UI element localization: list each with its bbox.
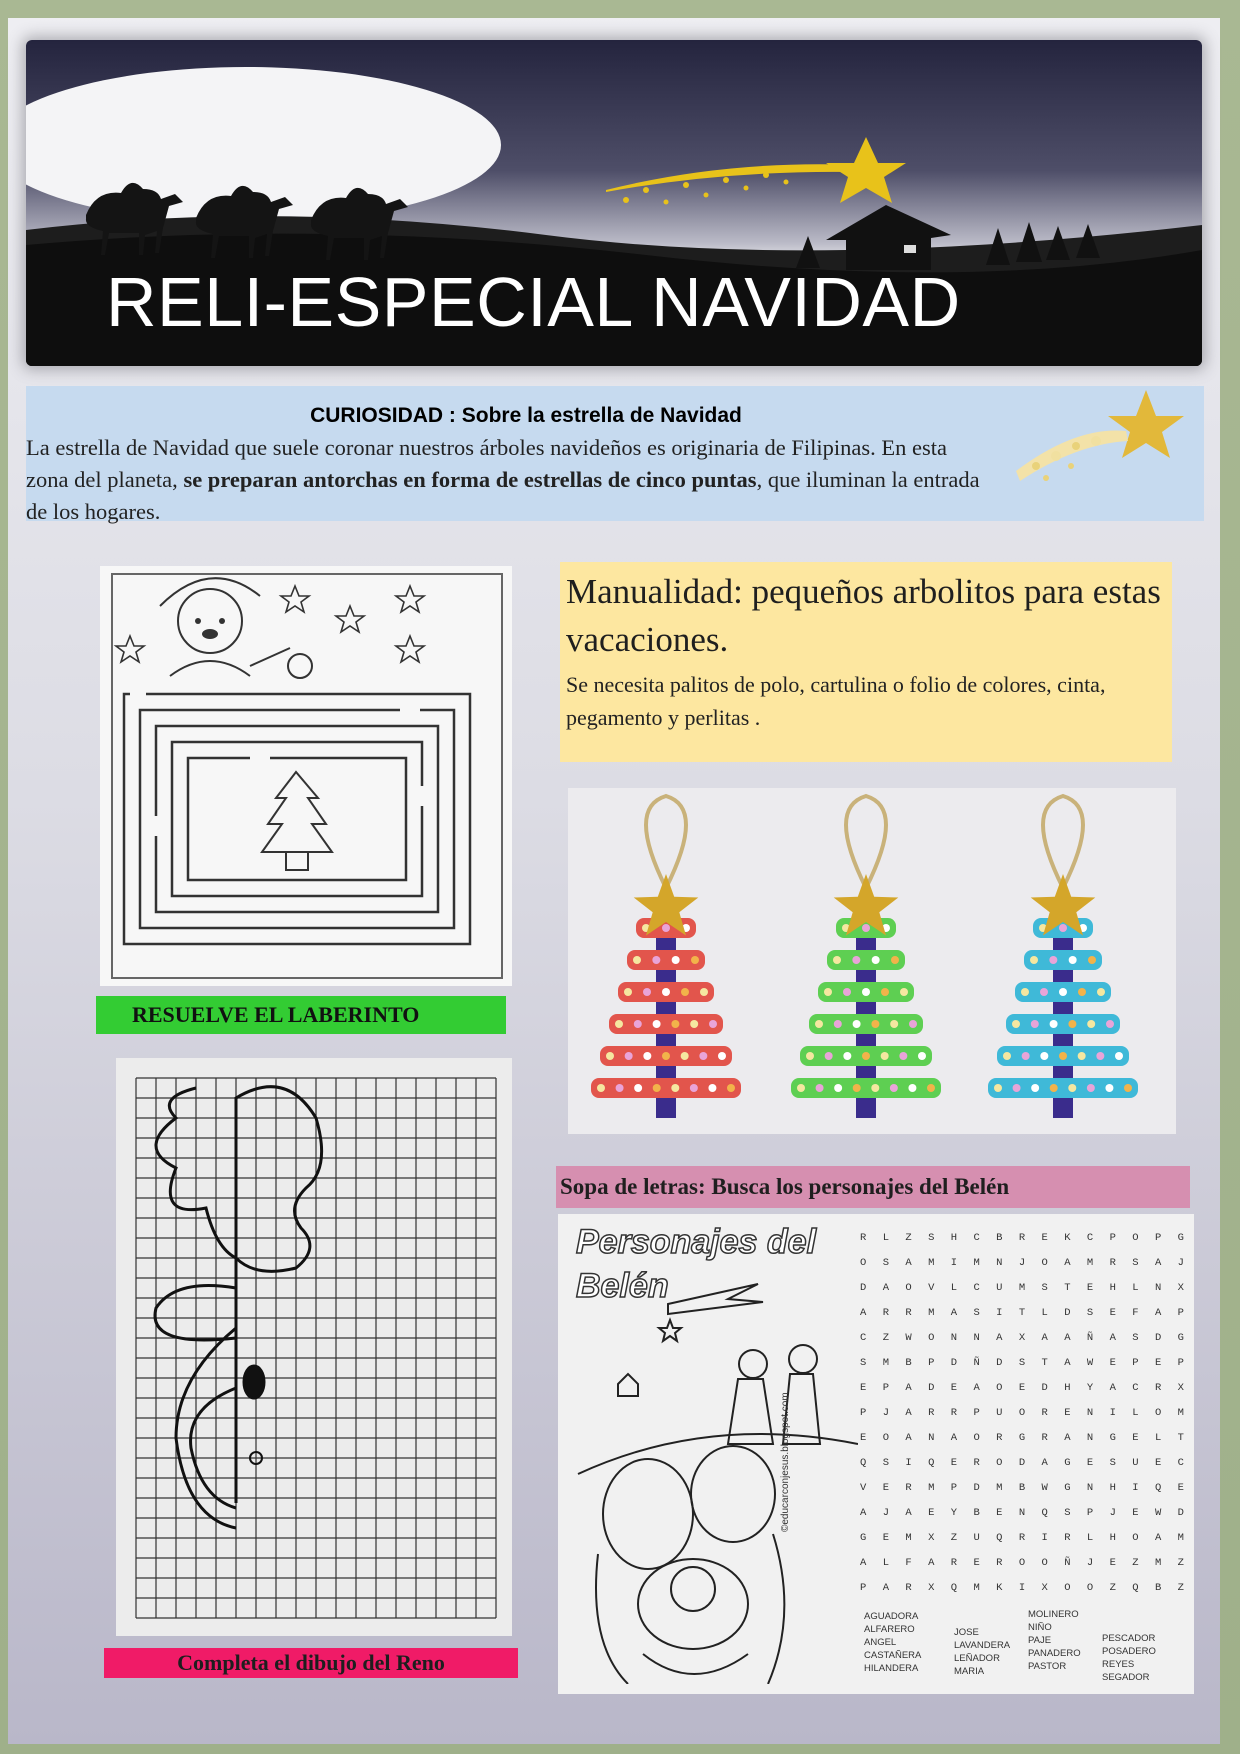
header-banner [26, 40, 1202, 366]
wordsearch-letter[interactable]: O [973, 1432, 980, 1444]
wordsearch-letter[interactable]: P [950, 1482, 958, 1494]
wordsearch-letter[interactable]: S [973, 1307, 980, 1319]
wordsearch-letter[interactable]: R [996, 1557, 1003, 1569]
wordsearch-letter[interactable]: N [1086, 1482, 1094, 1494]
wordsearch-letter[interactable]: Z [1177, 1557, 1184, 1569]
wordsearch-title-line1: Personajes del [576, 1223, 817, 1261]
wordsearch-letter[interactable]: A [860, 1307, 867, 1319]
wordsearch-letter[interactable]: A [882, 1582, 889, 1594]
craft-text: Se necesita palitos de polo, cartulina o folio de colores, cinta, pegamento y perlitas . [566, 672, 1106, 730]
reindeer-drawing-grid [116, 1058, 512, 1636]
wordsearch-letter[interactable]: Q [1041, 1507, 1048, 1519]
wordsearch-credit: ©educarconjesus.blogspot.com [780, 1392, 791, 1532]
wordsearch-letter[interactable]: N [996, 1257, 1003, 1269]
wordsearch-letter[interactable]: B [1154, 1582, 1162, 1594]
wordsearch-letter[interactable]: Ñ [1064, 1557, 1071, 1569]
wordsearch-row [860, 1251, 1184, 1276]
wordsearch-letter[interactable]: A [905, 1257, 912, 1269]
popsicle-trees-illustration [568, 788, 1176, 1134]
word-list-item: PAJE [1028, 1635, 1052, 1646]
popsicle-tree-icon [791, 796, 941, 1118]
curiosity-text [26, 432, 986, 528]
wordsearch-letter[interactable]: V [928, 1282, 935, 1294]
wordsearch-letter[interactable]: L [882, 1557, 889, 1569]
word-list-item: JOSE [954, 1627, 979, 1638]
wordsearch-letter[interactable]: O [882, 1432, 889, 1444]
wordsearch-letter[interactable]: A [1154, 1532, 1162, 1544]
wordsearch-letter[interactable]: E [1132, 1432, 1139, 1444]
wordsearch-letter[interactable]: Y [1086, 1382, 1094, 1394]
wordsearch-letter[interactable]: E [1177, 1482, 1184, 1494]
wordsearch-letter[interactable]: N [973, 1332, 980, 1344]
wordsearch-letter[interactable]: O [1018, 1557, 1026, 1569]
wordsearch-letter[interactable]: D [1177, 1507, 1184, 1519]
wordsearch-letter[interactable]: A [1064, 1332, 1071, 1344]
word-list-item: MOLINERO [1028, 1609, 1079, 1620]
wordsearch-letter[interactable]: J [1086, 1557, 1094, 1569]
wordsearch-letter[interactable]: A [1109, 1332, 1116, 1344]
wordsearch-letter[interactable]: S [1086, 1307, 1094, 1319]
wordsearch-letter[interactable]: U [996, 1282, 1003, 1294]
wordsearch-letter[interactable]: I [996, 1307, 1003, 1319]
wordsearch-letter[interactable]: E [1041, 1232, 1048, 1244]
wordsearch-letter[interactable]: Q [996, 1532, 1003, 1544]
wordsearch-letter[interactable]: Ñ [973, 1357, 980, 1369]
wordsearch-letter[interactable]: W [905, 1332, 912, 1344]
wordsearch-letter[interactable]: B [996, 1232, 1003, 1244]
wordsearch-letter[interactable]: A [973, 1382, 980, 1394]
curiosity-box [26, 386, 1204, 524]
wordsearch-title-line2: Belén [576, 1267, 669, 1305]
wordsearch-letter[interactable]: S [882, 1257, 889, 1269]
wordsearch-letter[interactable]: X [1041, 1582, 1048, 1594]
wordsearch-letter[interactable]: Z [1109, 1582, 1116, 1594]
wordsearch-letter[interactable]: A [1109, 1382, 1116, 1394]
wordsearch-letter[interactable]: E [950, 1382, 958, 1394]
wordsearch-letter[interactable]: G [1064, 1457, 1071, 1469]
popsicle-trees-photo [568, 788, 1176, 1134]
word-list-column-1 [864, 1610, 921, 1675]
wordsearch-letter[interactable]: I [1041, 1532, 1048, 1544]
wordsearch-letter[interactable]: W [1154, 1507, 1162, 1519]
wordsearch-letter[interactable]: I [950, 1257, 958, 1269]
wordsearch-letter[interactable]: P [882, 1382, 889, 1394]
wordsearch-letter[interactable]: O [996, 1382, 1003, 1394]
wordsearch-letter[interactable]: Z [882, 1332, 889, 1344]
wordsearch-letter[interactable]: E [950, 1457, 958, 1469]
wordsearch-letter[interactable]: T [1177, 1432, 1184, 1444]
word-list-item: PASTOR [1028, 1661, 1067, 1672]
wordsearch-letter[interactable]: Q [860, 1457, 867, 1469]
wordsearch-row [860, 1351, 1184, 1376]
wordsearch-letter[interactable]: Z [1177, 1582, 1184, 1594]
wordsearch-letter[interactable]: A [905, 1432, 912, 1444]
wordsearch-letter[interactable]: N [1086, 1432, 1094, 1444]
wordsearch-letter[interactable]: H [1109, 1482, 1116, 1494]
maze-image [100, 566, 512, 986]
wordsearch-row [860, 1301, 1184, 1326]
wordsearch-letter[interactable]: K [1064, 1232, 1071, 1244]
wordsearch-letter[interactable]: S [1018, 1357, 1026, 1369]
wordsearch-letter[interactable]: D [928, 1382, 935, 1394]
wordsearch-letter[interactable]: A [1064, 1357, 1071, 1369]
wordsearch-letter[interactable]: B [905, 1357, 912, 1369]
wordsearch-letter[interactable]: O [1041, 1557, 1048, 1569]
wordsearch-letter[interactable]: M [905, 1532, 912, 1544]
word-list-item: REYES [1102, 1659, 1135, 1670]
wordsearch-letter[interactable]: C [1086, 1232, 1094, 1244]
wordsearch-letter[interactable]: U [1132, 1457, 1139, 1469]
wordsearch-letter[interactable]: I [1018, 1582, 1026, 1594]
wordsearch-letter[interactable]: E [1018, 1382, 1026, 1394]
wordsearch-letter[interactable]: N [1154, 1282, 1162, 1294]
wordsearch-letter[interactable]: P [860, 1582, 867, 1594]
wordsearch-row [860, 1376, 1184, 1401]
wordsearch-letter[interactable]: O [1018, 1407, 1026, 1419]
word-list-item: POSADERO [1102, 1646, 1156, 1657]
wordsearch-letter[interactable]: Y [950, 1507, 958, 1519]
wordsearch-letter[interactable]: B [973, 1507, 980, 1519]
reindeer-caption: Completa el dibujo del Reno [104, 1648, 518, 1678]
wordsearch-letter-grid [860, 1226, 1184, 1601]
word-list-item: HILANDERA [864, 1663, 919, 1674]
wordsearch-letter[interactable]: O [1132, 1232, 1139, 1244]
wordsearch-image [558, 1214, 1194, 1694]
wordsearch-letter[interactable]: M [928, 1482, 935, 1494]
wordsearch-letter[interactable]: R [1018, 1532, 1026, 1544]
wordsearch-letter[interactable]: Z [950, 1532, 958, 1544]
wordsearch-letter[interactable]: R [905, 1582, 912, 1594]
wordsearch-letter[interactable]: P [1177, 1307, 1184, 1319]
wordsearch-letter[interactable]: G [1064, 1482, 1071, 1494]
wordsearch-word-list [856, 1608, 1186, 1688]
wordsearch-letter[interactable]: Z [1132, 1557, 1139, 1569]
wordsearch-letter[interactable]: X [928, 1532, 935, 1544]
wordsearch-letter[interactable]: C [973, 1232, 980, 1244]
wordsearch-letter[interactable]: R [950, 1557, 958, 1569]
wordsearch-letter[interactable]: M [1177, 1532, 1184, 1544]
wordsearch-letter[interactable]: J [1109, 1507, 1116, 1519]
wordsearch-letter[interactable]: P [1132, 1357, 1139, 1369]
wordsearch-letter[interactable]: F [905, 1557, 912, 1569]
popsicle-tree-icon [988, 796, 1138, 1118]
wordsearch-row [860, 1226, 1184, 1251]
wordsearch-letter[interactable]: M [928, 1307, 935, 1319]
wordsearch-letter[interactable]: L [1132, 1407, 1139, 1419]
wordsearch-letter[interactable]: W [1041, 1482, 1048, 1494]
wordsearch-letter[interactable]: Q [1132, 1582, 1139, 1594]
wordsearch-letter[interactable]: G [1109, 1432, 1116, 1444]
wordsearch-letter[interactable]: I [1109, 1407, 1116, 1419]
wordsearch-letter[interactable]: S [1132, 1332, 1139, 1344]
wordsearch-letter[interactable]: G [1177, 1232, 1184, 1244]
wordsearch-letter[interactable]: A [905, 1507, 912, 1519]
wordsearch-row [860, 1576, 1184, 1601]
wordsearch-letter[interactable]: S [1041, 1282, 1048, 1294]
wordsearch-letter[interactable]: R [928, 1407, 935, 1419]
wordsearch-letter[interactable]: R [905, 1307, 912, 1319]
wordsearch-letter[interactable]: M [1086, 1257, 1094, 1269]
wordsearch-letter[interactable]: R [1064, 1532, 1071, 1544]
wordsearch-letter[interactable]: R [1041, 1407, 1048, 1419]
wordsearch-letter[interactable]: A [882, 1282, 889, 1294]
wordsearch-letter[interactable]: A [928, 1557, 935, 1569]
wordsearch-letter[interactable]: U [996, 1407, 1003, 1419]
wordsearch-letter[interactable]: N [950, 1332, 958, 1344]
wordsearch-letter[interactable]: I [1132, 1482, 1139, 1494]
wordsearch-letter[interactable]: L [882, 1232, 889, 1244]
wordsearch-letter[interactable]: L [1132, 1282, 1139, 1294]
wordsearch-letter[interactable]: S [1064, 1507, 1071, 1519]
wordsearch-letter[interactable]: G [860, 1532, 867, 1544]
wordsearch-letter[interactable]: S [1109, 1457, 1116, 1469]
wordsearch-letter[interactable]: Z [905, 1232, 912, 1244]
wordsearch-letter[interactable]: J [1177, 1257, 1184, 1269]
wordsearch-letter[interactable]: K [996, 1582, 1003, 1594]
popsicle-tree-icon [591, 796, 741, 1118]
wordsearch-letter[interactable]: E [1086, 1282, 1094, 1294]
wordsearch-letter[interactable]: R [1109, 1257, 1116, 1269]
wordsearch-caption: Sopa de letras: Busca los personajes del Belén [556, 1166, 1190, 1208]
wordsearch-letter[interactable]: R [1041, 1432, 1048, 1444]
wordsearch-letter[interactable]: E [1064, 1407, 1071, 1419]
wordsearch-letter[interactable]: J [1018, 1257, 1026, 1269]
wordsearch-letter[interactable]: M [973, 1257, 980, 1269]
wordsearch-letter[interactable]: W [1086, 1357, 1094, 1369]
wordsearch-letter[interactable]: E [860, 1432, 867, 1444]
wordsearch-letter[interactable]: U [973, 1532, 980, 1544]
wordsearch-letter[interactable]: M [1018, 1282, 1026, 1294]
wordsearch-letter[interactable]: R [1018, 1232, 1026, 1244]
wordsearch-letter[interactable]: O [860, 1257, 867, 1269]
wordsearch-letter[interactable]: J [882, 1507, 889, 1519]
craft-box [560, 562, 1172, 762]
wordsearch-letter[interactable]: L [1041, 1307, 1048, 1319]
wordsearch-letter[interactable]: H [1064, 1382, 1071, 1394]
wordsearch-letter[interactable]: E [1154, 1457, 1162, 1469]
wordsearch-letter[interactable]: S [860, 1357, 867, 1369]
wordsearch-letter[interactable]: R [882, 1307, 889, 1319]
wordsearch-letter[interactable]: R [996, 1432, 1003, 1444]
wordsearch-letter[interactable]: A [1064, 1432, 1071, 1444]
word-list-item: MARIA [954, 1666, 985, 1677]
wordsearch-letter[interactable]: A [1154, 1307, 1162, 1319]
wordsearch-letter[interactable]: E [1109, 1557, 1116, 1569]
wordsearch-letter[interactable]: C [1132, 1382, 1139, 1394]
wordsearch-letter[interactable]: C [860, 1332, 867, 1344]
wordsearch-letter[interactable]: D [973, 1482, 980, 1494]
wordsearch-letter[interactable]: R [905, 1482, 912, 1494]
wordsearch-letter[interactable]: Q [928, 1457, 935, 1469]
wordsearch-letter[interactable]: A [1154, 1257, 1162, 1269]
newsletter-sheet [8, 18, 1220, 1744]
wordsearch-letter[interactable]: A [950, 1432, 958, 1444]
wordsearch-letter[interactable]: T [1064, 1282, 1071, 1294]
word-list-item: CASTAÑERA [864, 1650, 922, 1661]
wordsearch-letter[interactable]: I [905, 1457, 912, 1469]
wordsearch-letter[interactable]: E [882, 1532, 889, 1544]
wordsearch-letter[interactable]: D [1154, 1332, 1162, 1344]
wordsearch-letter[interactable]: X [1018, 1332, 1026, 1344]
wordsearch-letter[interactable]: A [905, 1407, 912, 1419]
wordsearch-letter[interactable]: S [1132, 1257, 1139, 1269]
wordsearch-letter[interactable]: B [1018, 1482, 1026, 1494]
wordsearch-letter[interactable]: O [1132, 1532, 1139, 1544]
wordsearch-letter[interactable]: E [1154, 1357, 1162, 1369]
wordsearch-letter[interactable]: Q [1154, 1482, 1162, 1494]
maze-illustration [100, 566, 512, 986]
wordsearch-letter[interactable]: P [860, 1407, 867, 1419]
maze-caption: RESUELVE EL LABERINTO [96, 996, 506, 1034]
page-title: RELI-ESPECIAL NAVIDAD [106, 263, 961, 341]
word-list-item: LEÑADOR [954, 1653, 1000, 1664]
wordsearch-letter[interactable]: Ñ [1086, 1332, 1094, 1344]
wordsearch-letter[interactable]: M [973, 1582, 980, 1594]
wordsearch-letter[interactable]: P [1109, 1232, 1116, 1244]
wordsearch-letter[interactable]: M [996, 1482, 1003, 1494]
word-list-item: LAVANDERA [954, 1640, 1011, 1651]
craft-title: Manualidad: pequeños arbolitos para estas vacaciones. [566, 572, 1161, 659]
curiosity-text-part1: La estrella de Navidad que suele coronar nuestros árboles navideños es originaria de Filipinas. En esta zona del planeta, [26, 435, 947, 492]
wordsearch-row [860, 1526, 1184, 1551]
wordsearch-letter[interactable]: P [1154, 1232, 1162, 1244]
curiosity-title: CURIOSIDAD : Sobre la estrella de Navidad [310, 404, 742, 427]
wordsearch-letter[interactable]: T [1018, 1307, 1026, 1319]
wordsearch-letter[interactable]: E [1086, 1457, 1094, 1469]
wordsearch-letter[interactable]: A [996, 1332, 1003, 1344]
wordsearch-letter[interactable]: A [1041, 1332, 1048, 1344]
wordsearch-letter[interactable]: O [928, 1332, 935, 1344]
wordsearch-letter[interactable]: E [1132, 1507, 1139, 1519]
wordsearch-row [860, 1551, 1184, 1576]
wordsearch-letter[interactable]: H [1109, 1282, 1116, 1294]
wordsearch-letter[interactable]: E [996, 1507, 1003, 1519]
wordsearch-letter[interactable]: P [1177, 1357, 1184, 1369]
wordsearch-letter[interactable]: E [882, 1482, 889, 1494]
word-list-item: ALFARERO [864, 1624, 915, 1635]
wordsearch-letter[interactable]: D [860, 1282, 867, 1294]
wordsearch-letter[interactable]: D [996, 1357, 1003, 1369]
wordsearch-letter[interactable]: X [928, 1582, 935, 1594]
wordsearch-letter[interactable]: A [905, 1382, 912, 1394]
wordsearch-letter[interactable]: H [1109, 1532, 1116, 1544]
wordsearch-letter[interactable]: O [1041, 1257, 1048, 1269]
wordsearch-letter[interactable]: M [882, 1357, 889, 1369]
shooting-star-icon [606, 137, 906, 205]
wordsearch-letter[interactable]: J [882, 1407, 889, 1419]
wordsearch-letter[interactable]: A [1064, 1257, 1071, 1269]
wordsearch-letter[interactable]: X [1177, 1282, 1184, 1294]
word-list-column-2 [954, 1626, 1010, 1678]
word-list-item: SEGADOR [1102, 1672, 1150, 1683]
wordsearch-row [860, 1276, 1184, 1301]
wordsearch-letter[interactable]: D [950, 1357, 958, 1369]
wordsearch-letter[interactable]: L [1154, 1432, 1162, 1444]
wordsearch-letter[interactable]: D [1041, 1382, 1048, 1394]
wordsearch-letter[interactable]: C [973, 1282, 980, 1294]
word-list-item: PANADERO [1028, 1648, 1081, 1659]
wordsearch-letter[interactable]: E [1109, 1357, 1116, 1369]
wordsearch-letter[interactable]: O [1064, 1582, 1071, 1594]
wordsearch-letter[interactable]: O [996, 1457, 1003, 1469]
wordsearch-letter[interactable]: O [1154, 1407, 1162, 1419]
wordsearch-letter[interactable]: M [928, 1257, 935, 1269]
word-list-column-3 [1028, 1608, 1081, 1673]
wordsearch-letter[interactable]: F [1132, 1307, 1139, 1319]
wordsearch-letter[interactable]: A [950, 1307, 958, 1319]
wordsearch-row [860, 1326, 1184, 1351]
curiosity-text-part2: , que iluminan la entrada de los hogares. [26, 467, 980, 524]
wordsearch-letter[interactable]: C [1177, 1457, 1184, 1469]
wordsearch-letter[interactable]: A [1041, 1457, 1048, 1469]
wordsearch-letter[interactable]: S [882, 1457, 889, 1469]
wordsearch-letter[interactable]: E [1109, 1307, 1116, 1319]
word-list-item: NIÑO [1028, 1622, 1052, 1633]
wordsearch-letter[interactable]: D [1018, 1457, 1026, 1469]
wordsearch-letter[interactable]: D [1064, 1307, 1071, 1319]
wordsearch-letter[interactable]: O [1086, 1582, 1094, 1594]
wordsearch-letter[interactable]: G [1177, 1332, 1184, 1344]
wordsearch-letter[interactable]: M [1177, 1407, 1184, 1419]
word-list-column-4 [1102, 1632, 1156, 1684]
wordsearch-row [860, 1451, 1184, 1476]
wordsearch-letter[interactable]: P [928, 1357, 935, 1369]
wordsearch-letter[interactable]: L [1086, 1532, 1094, 1544]
wordsearch-letter[interactable]: A [860, 1507, 867, 1519]
wordsearch-letter[interactable]: O [905, 1282, 912, 1294]
wordsearch-row [860, 1401, 1184, 1426]
wordsearch-letter[interactable]: R [1154, 1382, 1162, 1394]
word-list-item: AGUADORA [864, 1611, 919, 1622]
wordsearch-letter[interactable]: E [928, 1507, 935, 1519]
wordsearch-letter[interactable]: R [950, 1407, 958, 1419]
curiosity-text-bold: se preparan antorchas en forma de estrellas de cinco puntas [183, 467, 757, 492]
reindeer-grid-image [116, 1058, 512, 1636]
wordsearch-row [860, 1501, 1184, 1526]
wordsearch-letter[interactable]: G [1018, 1432, 1026, 1444]
wordsearch-letter[interactable]: L [950, 1282, 958, 1294]
wordsearch-letter[interactable]: R [973, 1457, 980, 1469]
wordsearch-letter[interactable]: S [928, 1232, 935, 1244]
wordsearch-letter[interactable]: E [860, 1382, 867, 1394]
christmas-star-icon [996, 386, 1196, 506]
wordsearch-row [860, 1426, 1184, 1451]
wordsearch-letter[interactable]: N [928, 1432, 935, 1444]
wordsearch-letter[interactable]: E [973, 1557, 980, 1569]
nativity-figures-illustration [558, 1214, 858, 1684]
wordsearch-letter[interactable]: Q [950, 1582, 958, 1594]
wordsearch-letter[interactable]: V [860, 1482, 867, 1494]
wordsearch-letter[interactable]: X [1177, 1382, 1184, 1394]
wordsearch-letter[interactable]: H [950, 1232, 958, 1244]
wordsearch-row [860, 1476, 1184, 1501]
wordsearch-letter[interactable]: P [973, 1407, 980, 1419]
wordsearch-letter[interactable]: M [1154, 1557, 1162, 1569]
wordsearch-letter[interactable]: T [1041, 1357, 1048, 1369]
word-list-item: ANGEL [864, 1637, 897, 1648]
wordsearch-letter[interactable]: N [1086, 1407, 1094, 1419]
wordsearch-letter[interactable]: N [1018, 1507, 1026, 1519]
wordsearch-letter[interactable]: A [860, 1557, 867, 1569]
word-list-item: PESCADOR [1102, 1633, 1156, 1644]
wordsearch-letter[interactable]: R [860, 1232, 867, 1244]
wordsearch-letter[interactable]: P [1086, 1507, 1094, 1519]
